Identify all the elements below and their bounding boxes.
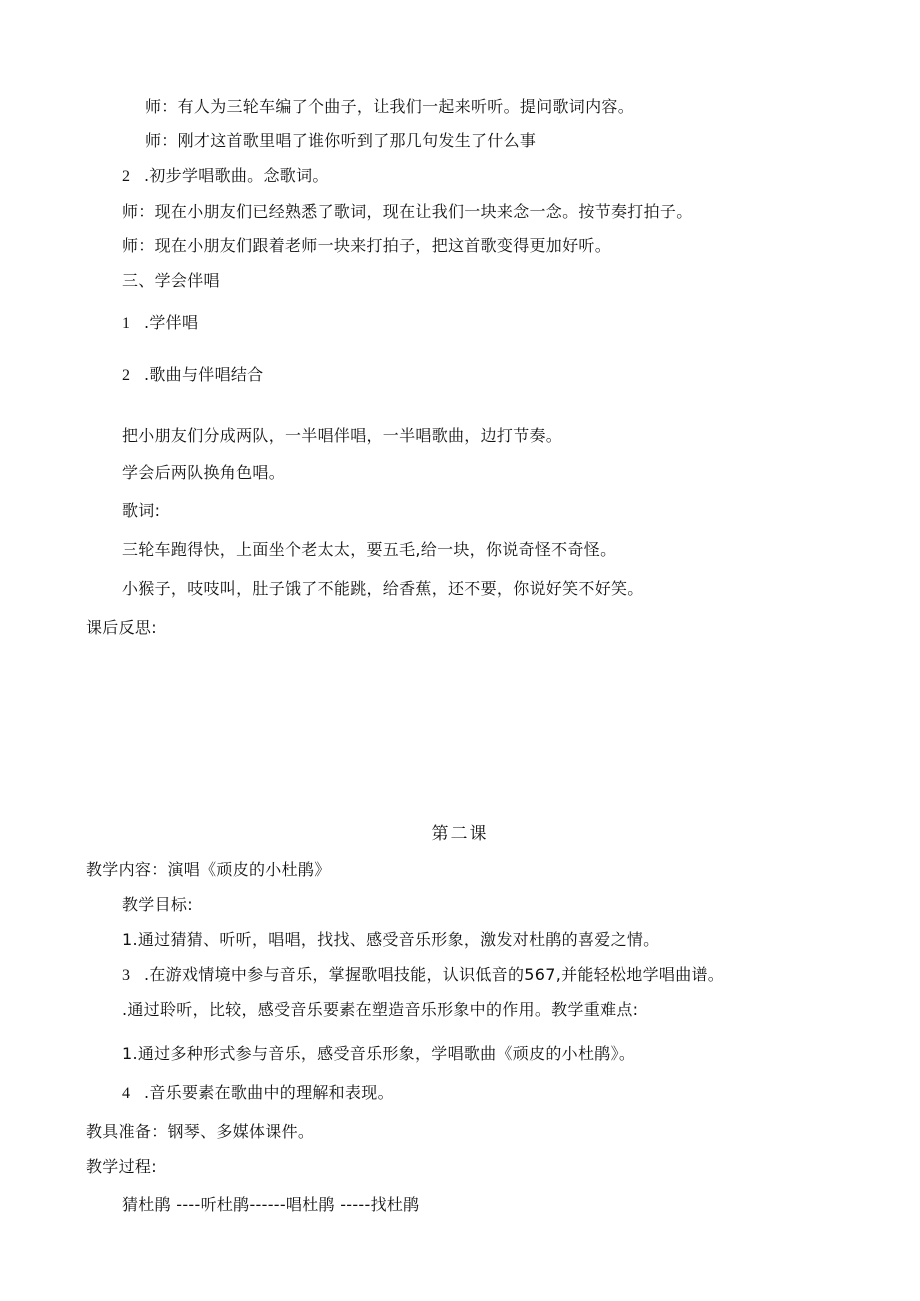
swap-roles-line: 学会后两队换角色唱。 <box>122 463 286 482</box>
section-three-heading: 三、学会伴唱 <box>122 271 220 290</box>
teaching-tools: 教具准备：钢琴、多媒体课件。 <box>86 1122 315 1141</box>
step-2 <box>122 165 329 188</box>
teacher-line-rhythm: 师：现在小朋友们已经熟悉了歌词，现在让我们一块来念一念。按节奏打拍子。 <box>122 202 693 221</box>
lyrics-label: 歌词: <box>122 501 161 520</box>
sub-step-2 <box>122 364 264 387</box>
step-2-text: .初步学唱歌曲。念歌词。 <box>144 166 329 185</box>
sub-step-1-text: .学伴唱 <box>144 313 199 332</box>
lesson-two-title: 第二课 <box>431 824 489 844</box>
teacher-line-question: 师：刚才这首歌里唱了谁你听到了那几句发生了什么事 <box>145 131 537 150</box>
goal-3-number: 3 <box>122 967 131 984</box>
sub-step-1-number: 1 <box>122 315 131 332</box>
key-point-4-number: 4 <box>122 1085 131 1102</box>
step-2-number: 2 <box>122 168 131 185</box>
goal-compare-and-key-points: .通过聆听，比较，感受音乐要素在塑造音乐形象中的作用。教学重难点: <box>122 1000 639 1019</box>
sub-step-2-text: .歌曲与伴唱结合 <box>144 365 264 384</box>
goal-3 <box>122 964 724 987</box>
lyrics-verse-1: 三轮车跑得快，上面坐个老太太，要五毛,给一块，你说奇怪不奇怪。 <box>122 540 617 559</box>
goal-3-text: .在游戏情境中参与音乐，掌握歌唱技能，认识低音的567,并能轻松地学唱曲谱。 <box>144 965 725 984</box>
teacher-line-intro: 师：有人为三轮车编了个曲子，让我们一起来听听。提问歌词内容。 <box>145 97 635 116</box>
key-point-1: 1.通过多种形式参与音乐，感受音乐形象，学唱歌曲《顽皮的小杜鹃》。 <box>122 1044 636 1063</box>
group-instruction: 把小朋友们分成两队，一半唱伴唱，一半唱歌曲，边打节奏。 <box>122 426 563 445</box>
goal-1: 1.通过猜猜、听听，唱唱，找找、感受音乐形象，激发对杜鹃的喜爱之情。 <box>122 930 660 949</box>
key-point-4 <box>122 1082 394 1105</box>
teaching-content: 教学内容：演唱《顽皮的小杜鹃》 <box>86 860 331 879</box>
key-point-4-text: .音乐要素在歌曲中的理解和表现。 <box>144 1083 394 1102</box>
reflection-label: 课后反思: <box>86 618 157 637</box>
sub-step-2-number: 2 <box>122 367 131 384</box>
lyrics-verse-2: 小猴子，吱吱叫，肚子饿了不能跳，给香蕉，还不要，你说好笑不好笑。 <box>122 579 644 598</box>
teaching-goals-label: 教学目标: <box>122 895 193 914</box>
sub-step-1 <box>122 312 198 335</box>
teacher-line-clap: 师：现在小朋友们跟着老师一块来打拍子，把这首歌变得更加好听。 <box>122 236 612 255</box>
teaching-process-flow: 猜杜鹃 ----听杜鹃------唱杜鹃 -----找杜鹃 <box>122 1195 420 1214</box>
teaching-process-label: 教学过程: <box>86 1157 157 1176</box>
